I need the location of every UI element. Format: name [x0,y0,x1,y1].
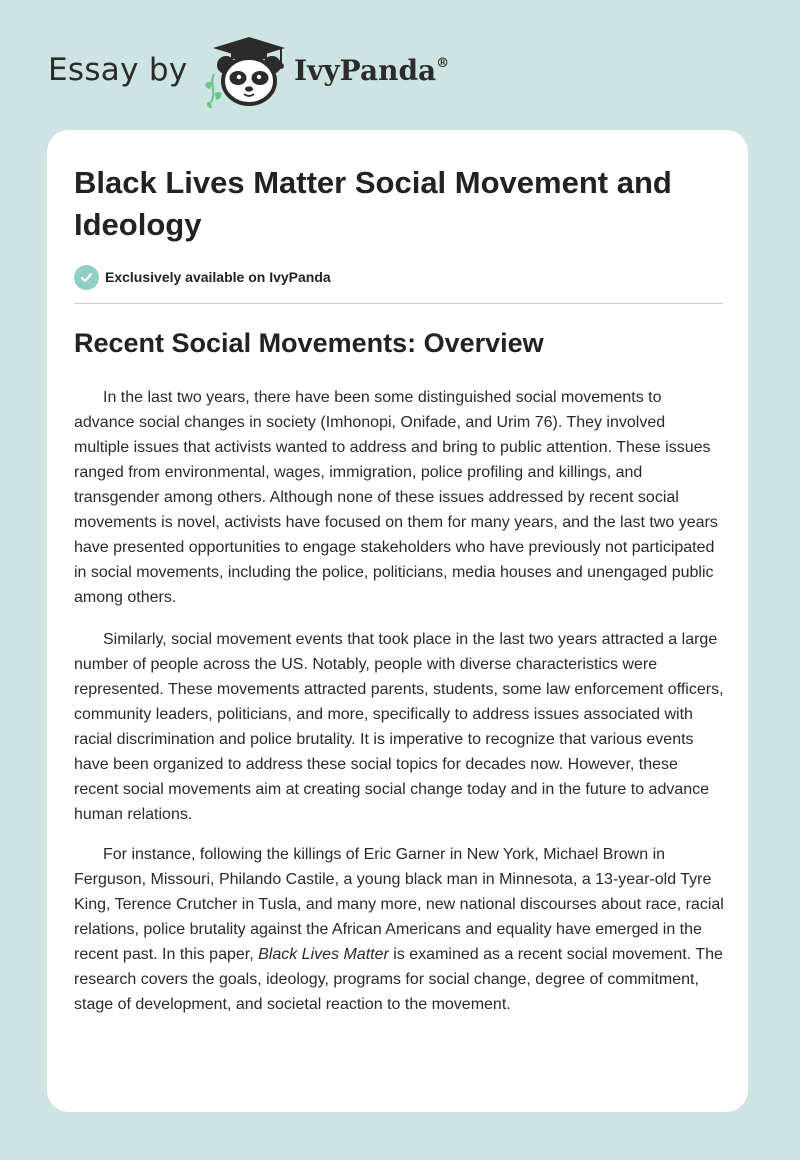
paragraph-3-text-before: For instance, following the killings of Eric Garner in New York, Michael Brown in Ferguson, Missouri, Philando Castile, a young black man in Minnesota, a 13-year-old Tyre King, Terence Crutcher in Tusla, and many more, new national discourses about race, racial relations, police brutality against the African Americans and equality have emerged in the recent past. In this paper, [74,846,724,963]
page-title: Black Lives Matter Social Movement and Ideology [74,165,672,242]
paragraph-3-text-after: is examined as a recent social movement. The research covers the goals, ideology, programs for social change, degree of commitment, stage of development, and societal reaction to the movement. [74,946,723,1013]
article-card [47,130,748,1112]
brand-name[interactable] [294,54,449,87]
badge-label: Exclusively available on IvyPanda [105,269,331,285]
divider [74,303,723,304]
movement-name-emphasis: Black Lives Matter [258,946,389,963]
exclusive-badge [74,264,331,290]
brand-prefix: Essay by [48,52,188,88]
paragraph-3 [74,842,724,1017]
paragraph-2: Similarly, social movement events that took place in the last two years attracted a large number of people across the US. Notably, people with diverse characteristics were represented. These movements attracted parents, students, some law enforcement officers, community leaders, politicians, and more, specifically to address issues associated with racial discrimination and police brutality. It is imperative to recognize that various events have been organized to address these social topics for decades now. However, these recent social movements aim at creating social change today and in the future to advance human relations. [74,631,724,823]
site-header [48,34,468,114]
ivypanda-logo-icon[interactable] [201,34,291,110]
section-heading: Recent Social Movements: Overview [74,328,544,358]
paragraph-1: In the last two years, there have been some distinguished social movements to advance social changes in society (Imhonopi, Onifade, and Urim 76). They involved multiple issues that activists wanted to address and bring to public attention. These issues ranged from environmental, wages, immigration, police profiling and killings, and transgender among others. Although none of these issues addressed by recent social movements is novel, activists have focused on them for many years, and the last two years have presented opportunities to engage stakeholders who have previously not participated in social movements, including the police, politicians, media houses and unengaged public among others. [74,389,718,606]
check-icon [74,265,99,290]
registered-mark: ® [436,56,450,71]
brand-name-text: IvyPanda [294,54,437,87]
